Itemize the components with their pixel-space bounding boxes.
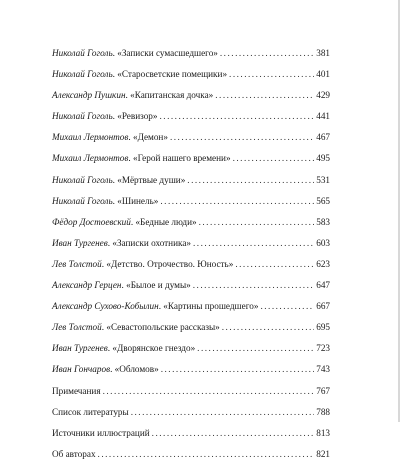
toc-page-number: 821 <box>316 448 330 459</box>
toc-title: Источники иллюстраций <box>52 427 150 438</box>
dot-leader <box>199 212 315 233</box>
toc-entry: Фёдор Достоевский. «Бедные люди» . . . 583 <box>52 212 330 233</box>
toc-title: «Бедные люди» <box>135 216 197 227</box>
toc-entry: Николай Гоголь. «Старосветские помещики» . . . 401 <box>52 64 330 85</box>
toc-author: Николай Гоголь <box>52 69 113 80</box>
dot-leader <box>152 423 315 444</box>
toc-title: «Обломов» <box>114 364 159 375</box>
toc-entry: Михаил Лермонтов. «Герой нашего времени» . . . 495 <box>52 148 330 169</box>
toc-author: Иван Тургенев <box>52 343 108 354</box>
toc-entry: Александр Сухово-Кобылин. «Картины прошедшего» . . . 667 <box>52 296 330 317</box>
toc-author: Николай Гоголь <box>52 48 113 58</box>
toc-entry: Иван Тургенев. «Дворянское гнездо» . . . 723 <box>52 338 330 359</box>
toc-author: Михаил Лермонтов <box>52 132 129 143</box>
toc-title: «Капитанская дочка» <box>130 90 214 101</box>
toc-title: «Мёртвые души» <box>117 174 186 185</box>
toc-page-number: 767 <box>316 385 330 396</box>
dot-leader <box>260 296 314 317</box>
toc-author: Александр Герцен <box>52 280 122 291</box>
dot-leader <box>235 254 314 275</box>
toc-page-number: 813 <box>316 427 330 438</box>
toc-author: Иван Тургенев <box>52 237 108 248</box>
toc-page-number: 565 <box>316 195 330 206</box>
table-of-contents <box>52 43 330 465</box>
toc-page-number: 647 <box>316 280 330 291</box>
toc-title: «Записки сумасшедшего» <box>117 48 218 58</box>
toc-entry-illustration-sources <box>52 423 330 444</box>
toc-entry: Александр Пушкин. «Капитанская дочка» . . . 429 <box>52 85 330 106</box>
toc-author: Александр Пушкин <box>52 90 126 101</box>
toc-author: Николай Гоголь <box>52 195 113 206</box>
dot-leader <box>103 381 315 402</box>
dot-leader <box>193 233 314 254</box>
toc-entry: Николай Гоголь. «Мёртвые души» . . . 531 <box>52 170 330 191</box>
toc-entry-notes <box>52 381 330 402</box>
toc-author: Лев Толстой <box>52 258 102 269</box>
toc-entry: Александр Герцен. «Былое и думы» . . . 647 <box>52 275 330 296</box>
dot-leader <box>98 444 315 465</box>
toc-page-number: 695 <box>316 322 330 333</box>
dot-leader <box>197 338 314 359</box>
dot-leader <box>160 106 315 127</box>
toc-title: «Ревизор» <box>117 111 158 122</box>
toc-author: Фёдор Достоевский <box>52 216 131 227</box>
toc-title: «Шинель» <box>117 195 159 206</box>
toc-page-number: 531 <box>316 174 330 185</box>
toc-page-number: 495 <box>316 153 330 164</box>
toc-page-number: 603 <box>316 237 330 248</box>
toc-page-number: 583 <box>316 216 330 227</box>
toc-author: Николай Гоголь <box>52 174 113 185</box>
toc-entry: Лев Толстой. «Севастопольские рассказы» . . . 695 <box>52 317 330 338</box>
toc-page-number: 441 <box>316 111 330 122</box>
toc-author: Александр Сухово-Кобылин <box>52 301 159 312</box>
dot-leader <box>131 402 315 423</box>
dot-leader <box>160 191 314 212</box>
toc-title: «Старосветские помещики» <box>117 69 228 80</box>
toc-author: Николай Гоголь <box>52 111 113 122</box>
toc-title: Список литературы <box>52 406 129 417</box>
toc-entry: Иван Тургенев. «Записки охотника» . . . 603 <box>52 233 330 254</box>
toc-page-number: 743 <box>316 364 330 375</box>
toc-author: Лев Толстой <box>52 322 102 333</box>
toc-page-number: 467 <box>316 132 330 143</box>
toc-title: «Демон» <box>132 132 168 143</box>
toc-title: «Герой нашего времени» <box>132 153 231 164</box>
toc-title: «Картины прошедшего» <box>163 301 259 312</box>
dot-leader <box>187 170 314 191</box>
toc-title: «Дворянское гнездо» <box>112 343 196 354</box>
toc-title: «Севастопольские рассказы» <box>106 322 220 333</box>
dot-leader <box>229 64 314 85</box>
toc-title: «Записки охотника» <box>112 237 192 248</box>
toc-entry: Николай Гоголь. «Ревизор» . . . 441 <box>52 106 330 127</box>
toc-page-number: 723 <box>316 343 330 354</box>
dot-leader <box>215 85 314 106</box>
toc-page-number: 429 <box>316 90 330 101</box>
toc-page-number: 667 <box>316 301 330 312</box>
toc-entry: Николай Гоголь. «Записки сумасшедшего» . . . 381 <box>52 43 330 64</box>
toc-entry: Николай Гоголь. «Шинель» . . . 565 <box>52 191 330 212</box>
toc-entry-bibliography <box>52 402 330 423</box>
toc-title: «Былое и думы» <box>126 280 191 291</box>
toc-title: Об авторах <box>52 448 96 459</box>
toc-entry: Лев Толстой. «Детство. Отрочество. Юность» . . . 623 <box>52 254 330 275</box>
dot-leader <box>161 359 315 380</box>
toc-page-number: 788 <box>316 406 330 417</box>
dot-leader <box>222 317 314 338</box>
dot-leader <box>220 43 314 64</box>
toc-page-number: 623 <box>316 258 330 269</box>
toc-title: Примечания <box>52 385 101 396</box>
dot-leader <box>193 275 314 296</box>
toc-entry-about-authors <box>52 444 330 465</box>
toc-entry: Иван Гончаров. «Обломов» . . . 743 <box>52 359 330 380</box>
toc-author: Михаил Лермонтов <box>52 153 129 164</box>
dot-leader <box>233 148 315 169</box>
toc-page-number: 381 <box>316 48 330 58</box>
toc-entry: Михаил Лермонтов. «Демон» . . . 467 <box>52 127 330 148</box>
toc-title: «Детство. Отрочество. Юность» <box>106 258 234 269</box>
toc-author: Иван Гончаров <box>52 364 111 375</box>
dot-leader <box>170 127 314 148</box>
toc-page-number: 401 <box>316 69 330 80</box>
